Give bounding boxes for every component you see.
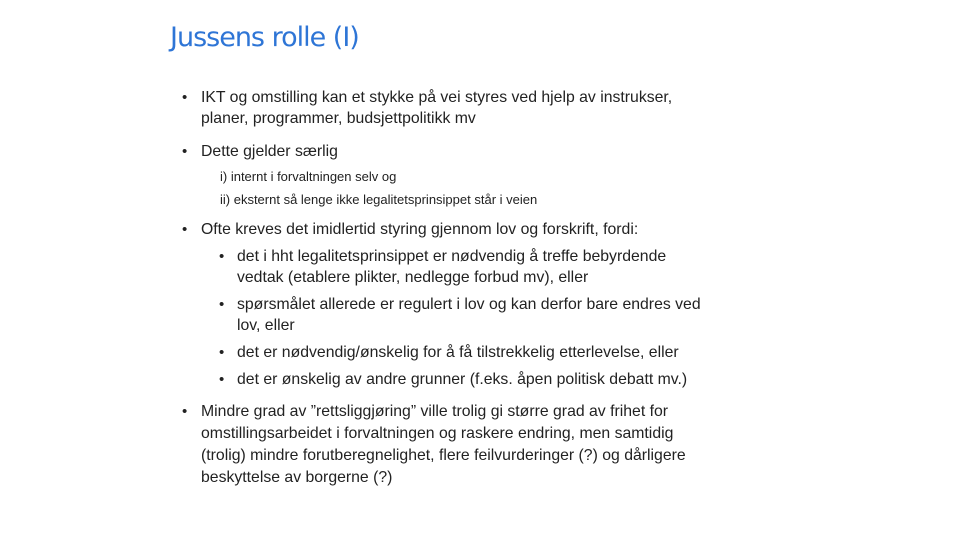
subbullet-1-line-1: det i hht legalitetsprinsippet er nødvendig å treffe bebyrdende [237, 248, 667, 265]
bullet-marker: • [182, 403, 188, 420]
bullet-2-item-2: ii) eksternt så lenge ikke legalitetsprinsippet står i veien [220, 192, 538, 207]
subbullet-2-line-1: spørsmålet allerede er regulert i lov og kan derfor bare endres ved [237, 296, 701, 313]
bullet-2-line-1: Dette gjelder særlig [201, 143, 338, 160]
bullet-1-line-1: IKT og omstilling kan et stykke på vei styres ved hjelp av instrukser, [201, 89, 673, 106]
subbullet-marker: • [219, 296, 225, 313]
bullet-marker: • [182, 89, 188, 106]
subbullet-1-line-2: vedtak (etablere plikter, nedlegge forbud mv), eller [237, 269, 589, 286]
slide-title: Jussens rolle (I) [170, 22, 359, 53]
subbullet-marker: • [219, 371, 225, 388]
bullet-2-item-1: i) internt i forvaltningen selv og [220, 169, 397, 184]
bullet-4-line-1: Mindre grad av ”rettsliggjøring” ville trolig gi større grad av frihet for [201, 403, 669, 420]
bullet-marker: • [182, 143, 188, 160]
bullet-4-line-2: omstillingsarbeidet i forvaltningen og raskere endring, men samtidig [201, 425, 674, 442]
bullet-marker: • [182, 221, 188, 238]
bullet-4-line-3: (trolig) mindre forutberegnelighet, flere feilvurderinger (?) og dårligere [201, 447, 686, 464]
bullet-4-line-4: beskyttelse av borgerne (?) [201, 469, 393, 486]
subbullet-3-line-1: det er nødvendig/ønskelig for å få tilstrekkelig etterlevelse, eller [237, 344, 679, 361]
bullet-1-line-2: planer, programmer, budsjettpolitikk mv [201, 110, 476, 127]
bullet-3-line-1: Ofte kreves det imidlertid styring gjennom lov og forskrift, fordi: [201, 221, 639, 238]
subbullet-marker: • [219, 248, 225, 265]
subbullet-4-line-1: det er ønskelig av andre grunner (f.eks. åpen politisk debatt mv.) [237, 371, 688, 388]
subbullet-marker: • [219, 344, 225, 361]
subbullet-2-line-2: lov, eller [237, 317, 295, 334]
